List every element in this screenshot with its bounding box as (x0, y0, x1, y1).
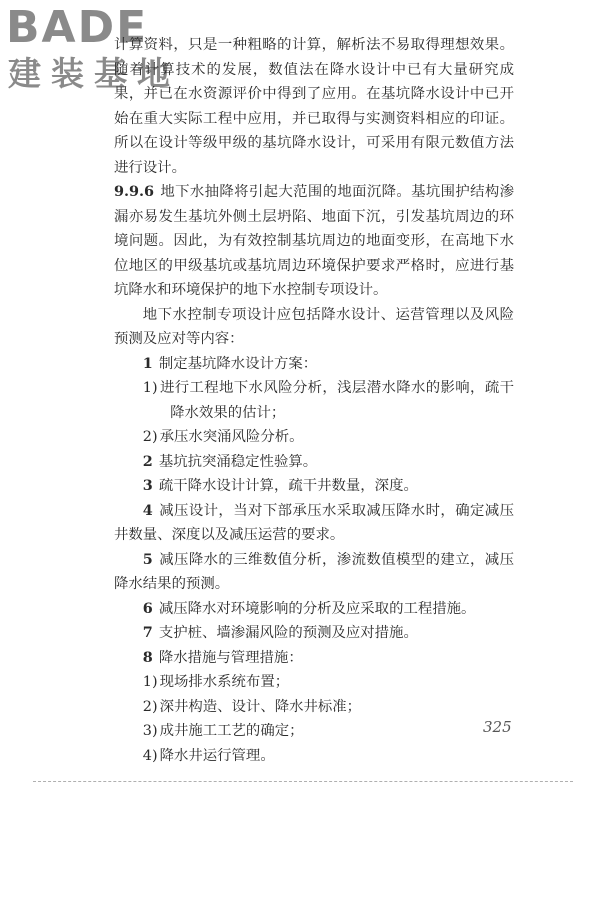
body-text (114, 33, 514, 768)
item-number: 7 (142, 624, 153, 641)
item-number: 4) (142, 747, 158, 764)
page-number: 325 (483, 718, 512, 736)
list-item (114, 548, 514, 597)
item-text: 承压水突涌风险分析。 (159, 429, 304, 445)
paragraph-continued (114, 33, 514, 180)
logo-word: BADE (6, 2, 149, 53)
item-text: 深井构造、设计、降水井标准； (159, 698, 362, 715)
list-item (114, 597, 514, 622)
list-item (114, 450, 514, 475)
item-number: 5 (142, 550, 153, 568)
scan-divider-line (33, 781, 573, 782)
sub-list-item (114, 376, 514, 425)
list-item (114, 621, 514, 646)
item-text: 成井施工工艺的确定； (159, 723, 304, 739)
list-item (114, 499, 514, 548)
sub-list-item (114, 695, 514, 720)
logo-subtitle: 建装基地 (8, 54, 180, 93)
item-number: 2) (142, 429, 158, 445)
paragraph-body: 随着计算技术的发展，数值法在降水设计中已有大量研究成果，并已在水资源评价中得到了应用。在基坑降水设计中已开始在重大实际工程中应用，并已取得与实测资料相应的印证。所以在设计等级甲级的基坑降水设计，可采用有限元数值方法进行设计。 (114, 61, 514, 176)
item-number: 8 (142, 648, 153, 666)
item-number: 1 (142, 354, 153, 372)
item-number: 2) (142, 698, 158, 715)
item-text: 基坑抗突涌稳定性验算。 (158, 453, 318, 470)
item-text: 疏干降水设计计算，疏干井数量，深度。 (158, 478, 418, 494)
list-item (114, 352, 514, 377)
item-number: 2 (142, 452, 153, 470)
item-text: 减压降水的三维数值分析，渗流数值模型的建立，减压降水结果的预测。 (114, 551, 514, 592)
sub-list-item (114, 670, 514, 695)
item-number: 6 (142, 599, 153, 617)
item-text: 支护桩、墙渗漏风险的预测及应对措施。 (158, 625, 418, 641)
section-text: 地下水抽降将引起大范围的地面沉降。基坑围护结构渗漏亦易发生基坑外侧土层坍陷、地面下沉，引发基坑周边的环境问题。因此，为有效控制基坑周边的地面变形，在高地下水位地区的甲级基坑或基坑周边环境保护要求严格时，应进行基坑降水和环境保护的地下水控制专项设计。 (114, 184, 514, 298)
sub-list-item (114, 719, 514, 744)
item-text: 现场排水系统布置； (159, 674, 290, 690)
item-number: 1) (142, 674, 158, 690)
item-text: 进行工程地下水风险分析，浅层潜水降水的影响，疏干降水效果的估计； (159, 380, 514, 421)
sub-list-item (114, 744, 514, 769)
section-paragraph (114, 180, 514, 303)
item-text: 降水措施与管理措施： (158, 649, 303, 666)
list-item (114, 474, 514, 499)
item-number: 4 (142, 501, 153, 519)
intro-paragraph: 地下水控制专项设计应包括降水设计、运营管理以及风险预测及应对等内容： (114, 306, 514, 347)
item-text: 减压降水对环境影响的分析及应采取的工程措施。 (158, 600, 476, 617)
item-text: 降水井运行管理。 (159, 747, 275, 764)
item-number: 3) (142, 723, 158, 739)
section-number: 9.9.6 (114, 183, 155, 200)
item-text: 减压设计，当对下部承压水采取减压降水时，确定减压井数量、深度以及减压运营的要求。 (114, 502, 514, 543)
item-number: 3 (142, 477, 153, 494)
item-number: 1) (142, 380, 158, 396)
item-text: 制定基坑降水设计方案： (158, 355, 318, 372)
sub-list-item (114, 425, 514, 450)
paragraph-line: 计算资料，只是一种粗略的计算，解析法不易取得理想效果。 (114, 37, 514, 53)
list-item (114, 646, 514, 671)
